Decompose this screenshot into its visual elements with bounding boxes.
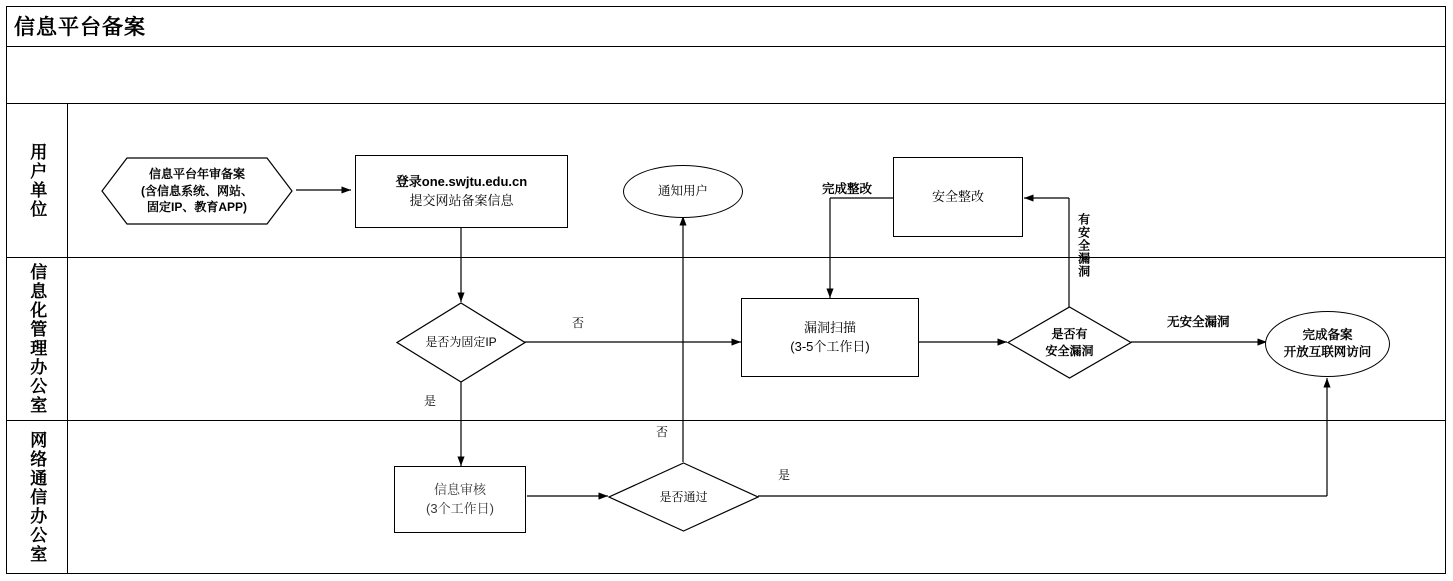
edge-label-finished-rectify: 完成整改 bbox=[822, 182, 873, 196]
node-check-pass bbox=[608, 462, 759, 532]
node-done-line1: 完成备案 bbox=[1302, 327, 1353, 342]
node-login-submit bbox=[355, 155, 568, 228]
node-check-vulnerability bbox=[1007, 306, 1132, 379]
lane-label-text: 信息化管理办公室 bbox=[27, 263, 47, 415]
edge-label-pass-yes: 是 bbox=[778, 468, 791, 482]
blank-header-row bbox=[6, 47, 1446, 104]
node-info-review bbox=[394, 466, 526, 533]
node-check-vulnerability-label bbox=[1007, 306, 1132, 379]
edge-label-has-vuln: 有安全漏洞 bbox=[1076, 213, 1091, 278]
node-check-pass-label: 是否通过 bbox=[659, 489, 708, 504]
edge-label-fixed-ip-no: 否 bbox=[572, 316, 585, 330]
node-vuln-line2: 安全漏洞 bbox=[1045, 343, 1094, 358]
node-rectify-label: 安全整改 bbox=[931, 188, 984, 204]
page-title: 信息平台备案 bbox=[14, 16, 146, 39]
lane-label-network-office bbox=[6, 421, 68, 574]
lane-label-text: 用户单位 bbox=[27, 142, 47, 219]
node-notify-user bbox=[623, 165, 743, 218]
node-filing-complete bbox=[1265, 311, 1390, 377]
node-check-fixed-ip bbox=[396, 302, 526, 383]
node-security-rectify bbox=[893, 157, 1023, 237]
edge-label-no-vuln: 无安全漏洞 bbox=[1167, 315, 1230, 329]
node-vuln-line1: 是否有 bbox=[1051, 326, 1088, 341]
lane-label-it-office bbox=[6, 258, 68, 420]
node-scan-line1: 漏洞扫描 bbox=[803, 319, 856, 335]
lane-it-office bbox=[6, 258, 1446, 421]
node-notify-label: 通知用户 bbox=[657, 183, 708, 198]
edge-label-fixed-ip-yes: 是 bbox=[424, 394, 437, 408]
node-scan-line2: (3-5个工作日) bbox=[790, 338, 870, 354]
node-vulnerability-scan bbox=[741, 298, 919, 377]
node-review-line1: 信息审核 bbox=[433, 481, 486, 497]
node-review-line2: (3个工作日) bbox=[426, 500, 494, 516]
node-login-line1: 登录one.swjtu.edu.cn bbox=[395, 173, 528, 189]
title-bar bbox=[6, 6, 1446, 47]
lane-label-text: 网络通信办公室 bbox=[27, 431, 47, 564]
node-login-line2: 提交网站备案信息 bbox=[409, 192, 514, 208]
lane-label-user-unit bbox=[6, 104, 68, 257]
node-start-line2: (含信息系统、网站、 bbox=[141, 183, 253, 198]
node-check-fixed-ip-label: 是否为固定IP bbox=[425, 335, 497, 350]
node-start-line1: 信息平台年审备案 bbox=[148, 166, 245, 181]
node-start-line3: 固定IP、教育APP) bbox=[146, 200, 247, 215]
edge-label-pass-no: 否 bbox=[656, 425, 669, 439]
node-start-filing bbox=[101, 157, 293, 225]
node-done-line2: 开放互联网访问 bbox=[1283, 345, 1372, 359]
